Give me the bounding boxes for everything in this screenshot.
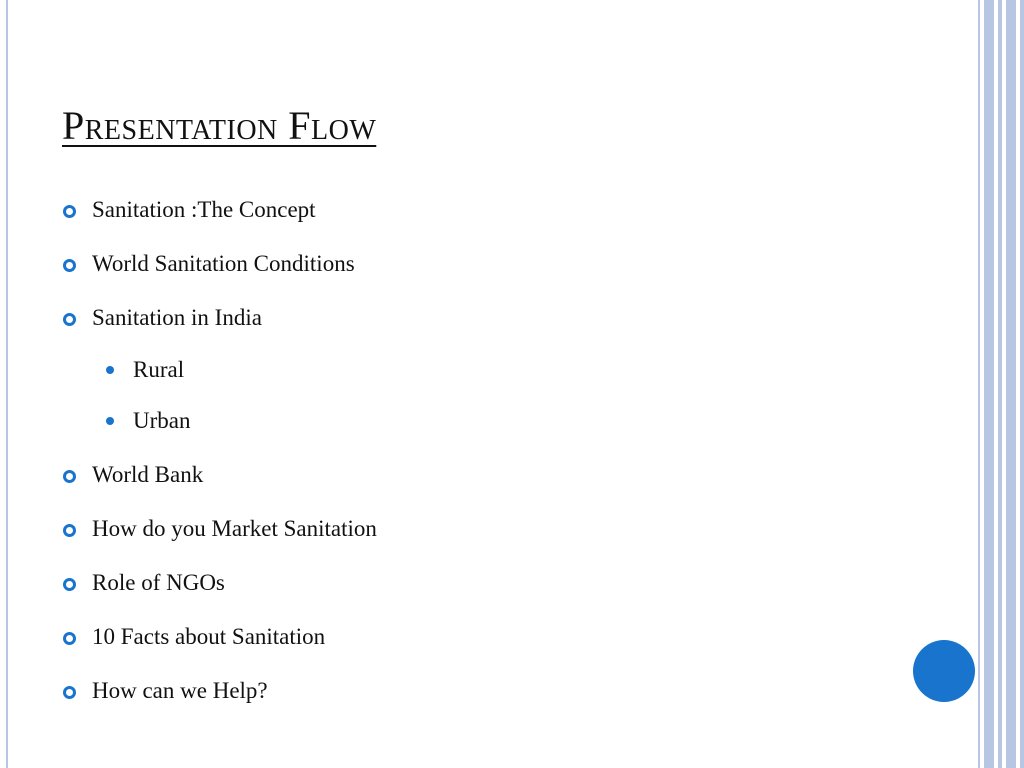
sub-list-item <box>133 407 190 435</box>
list-item <box>92 461 203 489</box>
list-item-text: Role of NGOs <box>92 570 225 595</box>
list-item <box>92 196 316 224</box>
ring-bullet-icon <box>63 313 76 326</box>
border-stripe <box>984 0 994 768</box>
border-stripe <box>1020 0 1024 768</box>
ring-bullet-icon <box>63 578 76 591</box>
list-item-text: How can we Help? <box>92 678 268 703</box>
ring-bullet-icon <box>63 259 76 272</box>
ring-bullet-icon <box>63 686 76 699</box>
list-item-text: World Sanitation Conditions <box>92 251 355 276</box>
sub-list-item <box>133 356 184 384</box>
ring-bullet-icon <box>63 470 76 483</box>
ring-bullet-icon <box>63 524 76 537</box>
dot-bullet-icon <box>106 366 114 374</box>
list-item <box>92 250 355 278</box>
border-stripe <box>998 0 1002 768</box>
list-item <box>92 304 262 332</box>
list-item-text: 10 Facts about Sanitation <box>92 624 326 649</box>
list-item <box>92 623 325 651</box>
dot-bullet-icon <box>106 417 114 425</box>
list-item <box>92 677 268 705</box>
list-item-text: Urban <box>133 408 191 433</box>
list-item <box>92 569 225 597</box>
list-item <box>92 515 377 543</box>
right-border <box>978 0 1024 768</box>
border-stripe <box>1006 0 1016 768</box>
list-item-text: Sanitation :The Concept <box>92 197 316 222</box>
border-stripe <box>978 0 980 768</box>
list-item-text: Sanitation in India <box>92 305 262 330</box>
slide-title: Presentation Flow <box>62 103 377 148</box>
list-item-text: How do you Market Sanitation <box>92 516 377 541</box>
list-item-text: Rural <box>133 357 185 382</box>
decorative-circle <box>913 640 975 702</box>
ring-bullet-icon <box>63 205 76 218</box>
list-item-text: World Bank <box>92 462 204 487</box>
ring-bullet-icon <box>63 632 76 645</box>
